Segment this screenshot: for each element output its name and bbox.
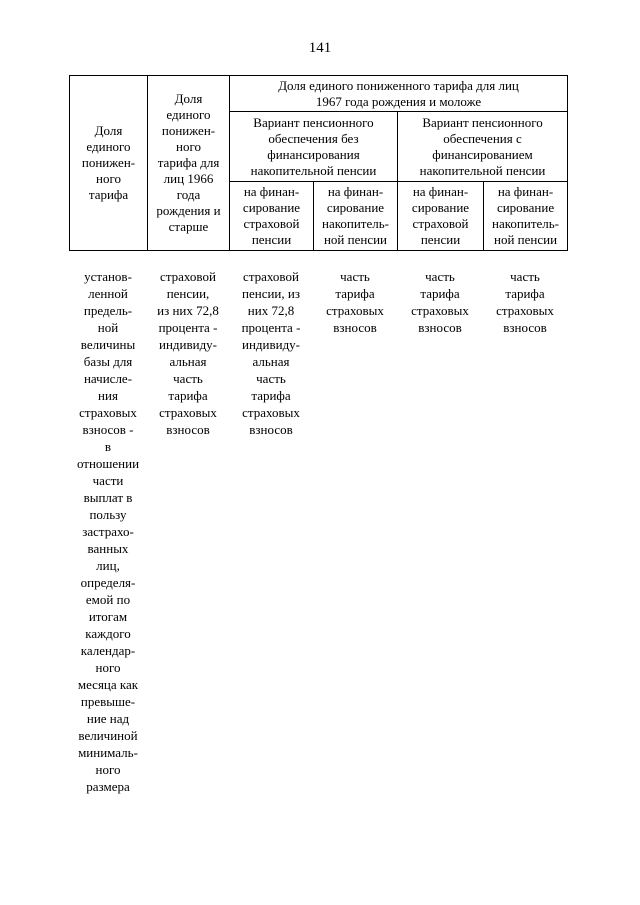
table-cell: страховой пенсии, из них 72,8 процента - индивиду- альная часть тарифа страховых взносов [241, 269, 301, 437]
table-cell: часть тарифа страховых взносов [411, 269, 469, 335]
page-number: 141 [308, 40, 332, 56]
table-cell: установ- ленной предель- ной величины базы для начисле- ния страховых взносов - в отношении части выплат в пользу застрахо- ванных лиц, определя- емой по итогам каждого календар- ного месяца как превыше- ние над величиной минималь- ного размера [76, 269, 140, 794]
table-cell: страховой пенсии, из них 72,8 процента - индивиду- альная часть тарифа страховых взносов [157, 269, 219, 437]
table-cell: часть тарифа страховых взносов [496, 269, 554, 335]
table-body [69, 268, 567, 795]
header-col-share-reduced-tariff: Доля единого понижен- ного тарифа [70, 76, 148, 251]
header-a-insurance-pension: на финан- сирование страховой пенсии [230, 182, 314, 251]
header-b-funded-pension: на финан- сирование накопитель- ной пенсии [484, 182, 568, 251]
header-variant-without-funding: Вариант пенсионного обеспечения без финансирования накопительной пенсии [230, 112, 398, 182]
header-a-funded-pension: на финан- сирование накопитель- ной пенсии [314, 182, 398, 251]
table-header [69, 75, 568, 251]
table-cell: часть тарифа страховых взносов [326, 269, 384, 335]
header-group-born-1967-younger: Доля единого пониженного тарифа для лиц 1967 года рождения и моложе [230, 76, 568, 112]
header-variant-with-funding: Вариант пенсионного обеспечения с финансированием накопительной пенсии [398, 112, 568, 182]
table-row [69, 268, 567, 795]
header-b-insurance-pension: на финан- сирование страховой пенсии [398, 182, 484, 251]
header-col-born-1966-older: Доля единого понижен- ного тарифа для лиц 1966 года рождения и старше [148, 76, 230, 251]
